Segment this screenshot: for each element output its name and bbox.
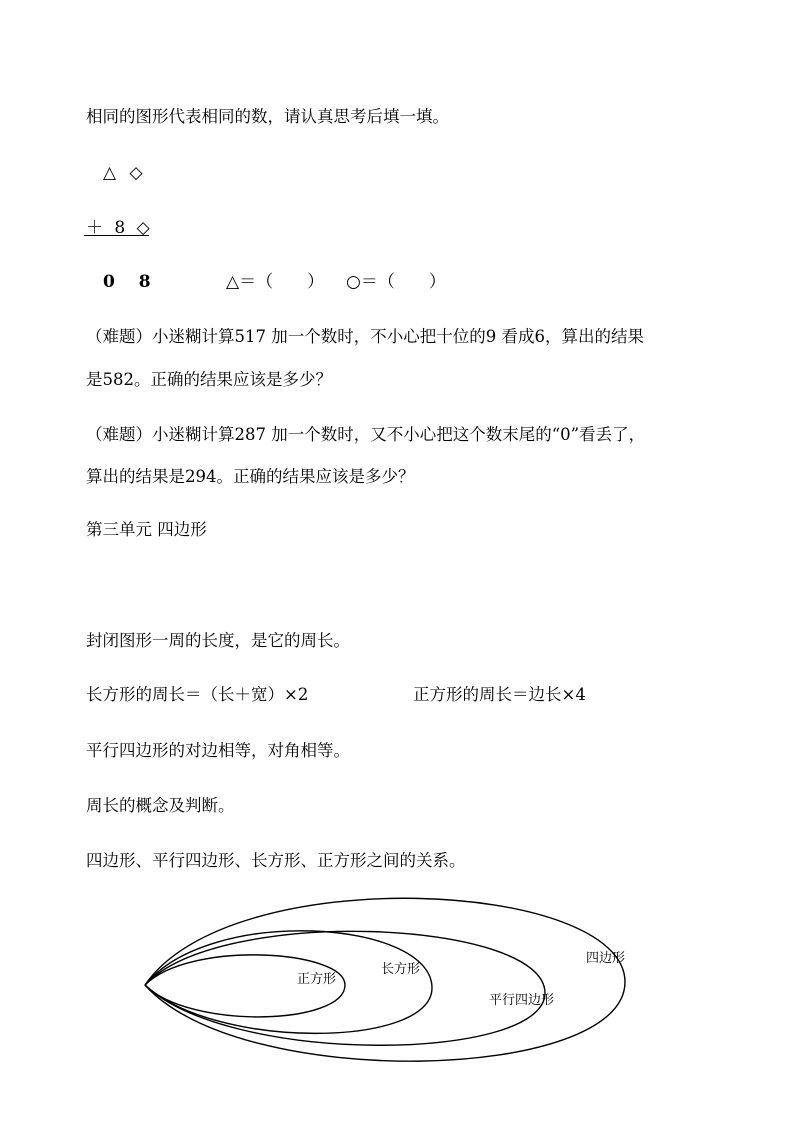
label-square: 正方形 — [297, 972, 337, 987]
puzzle-row-3: 0 8 — [103, 272, 151, 292]
puzzle-row-1: △ ◇ — [103, 163, 143, 183]
answer-circle: ○＝（ ） — [346, 272, 446, 292]
perimeter-concept: 周长的概念及判断。 — [86, 796, 235, 815]
label-parallelogram: 平行四边形 — [489, 993, 555, 1008]
puzzle-instruction: 相同的图形代表相同的数，请认真思考后填一填。 — [86, 107, 449, 126]
problem-2-line-2: 算出的结果是294。正确的结果应该是多少？ — [86, 467, 415, 486]
problem-1-line-2: 是582。正确的结果应该是多少？ — [86, 370, 332, 389]
label-rectangle: 长方形 — [381, 962, 421, 977]
square-perimeter-formula: 正方形的周长＝边长×4 — [413, 685, 586, 704]
puzzle-row-2: ＋ 8 ◇ — [86, 218, 150, 238]
perimeter-definition: 封闭图形一周的长度，是它的周长。 — [86, 631, 350, 650]
parallelogram-fact: 平行四边形的对边相等，对角相等。 — [86, 741, 350, 760]
problem-1-line-1: （难题）小迷糊计算517 加一个数时，不小心把十位的9 看成6，算出的结果 — [86, 327, 644, 346]
shape-relationship: 四边形、平行四边形、长方形、正方形之间的关系。 — [86, 851, 466, 870]
answer-triangle: △＝（ ） — [226, 272, 325, 292]
problem-2-line-1: （难题）小迷糊计算287 加一个数时，又不小心把这个数末尾的“0”看丢了， — [86, 425, 646, 444]
label-quadrilateral: 四边形 — [586, 951, 626, 966]
unit-title: 第三单元 四边形 — [86, 520, 207, 539]
quadrilateral-arc — [145, 898, 625, 1061]
rectangle-perimeter-formula: 长方形的周长＝（长＋宽）×2 — [86, 685, 309, 704]
